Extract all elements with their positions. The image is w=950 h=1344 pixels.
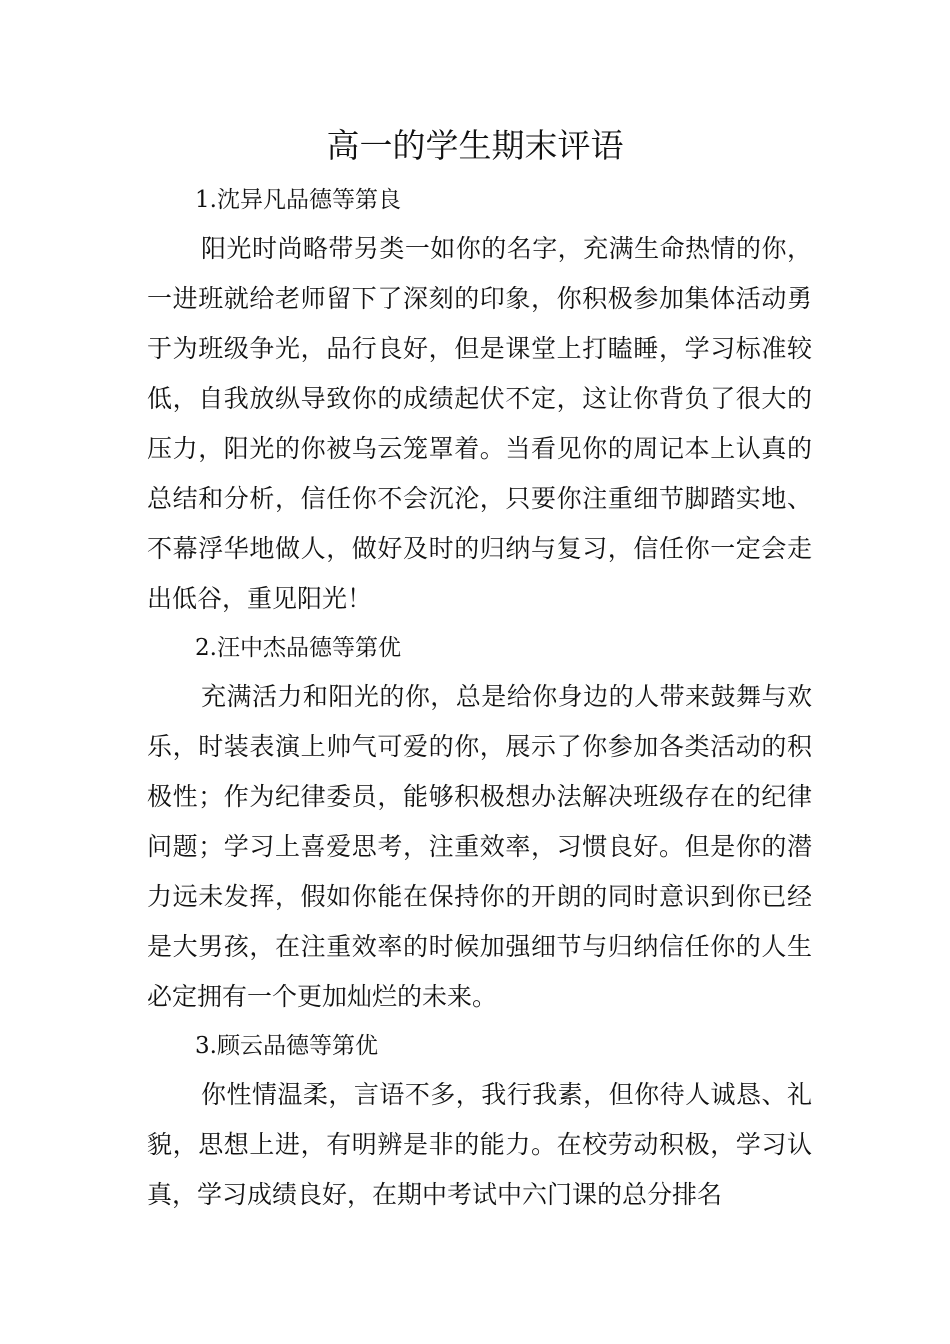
section-heading-1: 1.沈异凡品德等第良	[195, 187, 401, 213]
document-body	[147, 176, 812, 1220]
section-paragraph-3: 你性情温柔，言语不多，我行我素，但你待人诚恳、礼貌，思想上进，有明辨是非的能力。在校劳动积极，学习认真，学习成绩良好，在期中考试中六门课的总分排名	[147, 1080, 812, 1209]
section-paragraph-2: 充满活力和阳光的你，总是给你身边的人带来鼓舞与欢乐，时装表演上帅气可爱的你，展示了你参加各类活动的积极性；作为纪律委员，能够积极想办法解决班级存在的纪律问题；学习上喜爱思考，注重效率，习惯良好。但是你的潜力远未发挥，假如你能在保持你的开朗的同时意识到你已经是大男孩，在注重效率的时候加强细节与归纳信任你的人生必定拥有一个更加灿烂的未来。	[147, 682, 812, 1011]
section-heading-3: 3.顾云品德等第优	[195, 1033, 378, 1059]
section-heading-2: 2.汪中杰品德等第优	[195, 635, 401, 661]
document-title: 高一的学生期末评语	[326, 126, 624, 165]
section-paragraph-1: 阳光时尚略带另类一如你的名字，充满生命热情的你，一进班就给老师留下了深刻的印象，你积极参加集体活动勇于为班级争光，品行良好，但是课堂上打瞌睡，学习标准较低，自我放纵导致你的成绩起伏不定，这让你背负了很大的压力，阳光的你被乌云笼罩着。当看见你的周记本上认真的总结和分析，信任你不会沉沦，只要你注重细节脚踏实地、不幕浮华地做人，做好及时的归纳与复习，信任你一定会走出低谷，重见阳光！	[147, 234, 812, 613]
